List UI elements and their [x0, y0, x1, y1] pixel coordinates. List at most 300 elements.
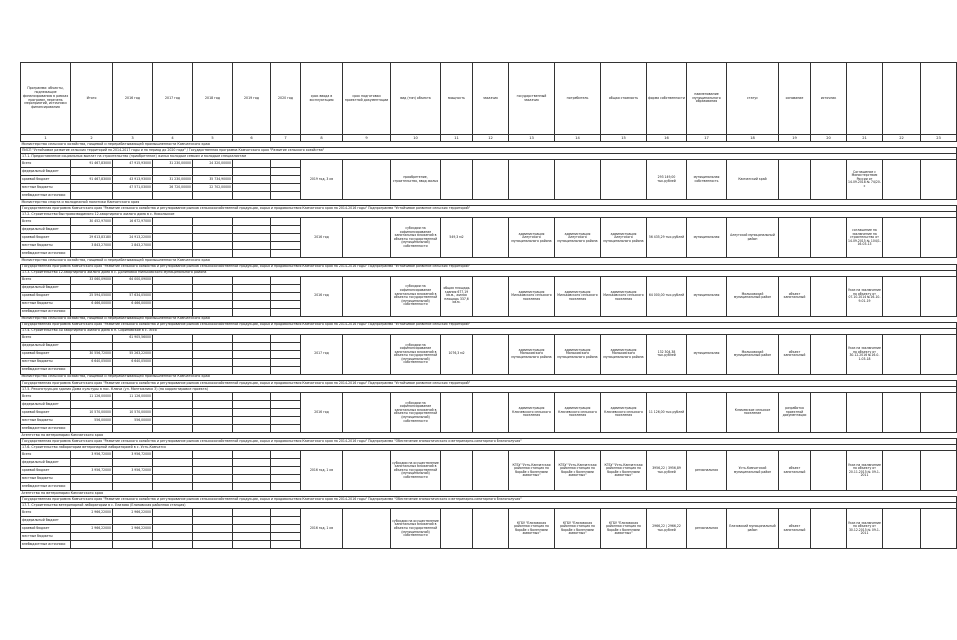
financing-value	[193, 525, 233, 533]
column-number-cell: 23	[921, 135, 957, 142]
financing-value	[233, 184, 271, 192]
object-gov-customer: администрация Мильковского муниципального района	[555, 334, 601, 374]
object-basis: Указ на заключение по объекту от 30.12.2016 №16-0-1-03-18	[847, 334, 883, 374]
financing-row	[21, 392, 957, 400]
financing-value	[153, 358, 193, 366]
empty-cell	[343, 451, 391, 491]
column-number-cell: 5	[193, 135, 233, 142]
financing-value	[233, 459, 271, 467]
financing-value	[233, 467, 271, 475]
empty-cell	[883, 451, 921, 491]
financing-value	[71, 517, 113, 525]
financing-value	[153, 168, 193, 176]
object-object-cost: 56 435,29 тыс.рублей	[647, 218, 687, 258]
program-title: ПИСП "Устойчивое развитие сельских территорий на 2014-2017 годы и на период до 2020 года" / Государственная программа Камчатского края "Развитие сельского хозяйства"	[21, 148, 957, 154]
financing-value	[193, 509, 233, 517]
object-municipality: Усть-Камчатский муниципальный район	[727, 451, 779, 491]
financing-value	[193, 242, 233, 250]
financing-value	[233, 416, 271, 424]
financing-value	[193, 459, 233, 467]
financing-value	[271, 467, 301, 475]
column-number-cell: 11	[441, 135, 473, 142]
financing-value	[153, 416, 193, 424]
financing-source-label: местные бюджеты	[21, 184, 71, 192]
object-object-cost: 3956,22 / 3956,89 тыс.рублей	[647, 451, 687, 491]
financing-value	[193, 342, 233, 350]
financing-row	[21, 218, 957, 226]
financing-value	[193, 416, 233, 424]
financing-value: 6 466,00000	[71, 300, 113, 308]
header-cell: срок подготовки проектной документации	[343, 63, 391, 135]
column-number-cell: 22	[883, 135, 921, 142]
object-owner	[687, 392, 727, 432]
financing-value	[271, 218, 301, 226]
financing-value	[233, 517, 271, 525]
financing-value: 556,00000	[113, 416, 153, 424]
empty-cell	[811, 509, 847, 549]
object-capacity: общая площадь здания 677,19 кв.м., жилая площадь 337,6 кв.м.	[441, 276, 473, 316]
object-customer: администрация Мильковского сельского поселения	[509, 276, 555, 316]
column-number-cell: 7	[271, 135, 301, 142]
financing-source-label: местные бюджеты	[21, 358, 71, 366]
financing-value: 30 556,72000	[71, 350, 113, 358]
financing-value	[71, 250, 113, 258]
column-number-cell: 6	[233, 135, 271, 142]
empty-cell	[343, 160, 391, 200]
financing-value	[113, 533, 153, 541]
financing-value	[113, 226, 153, 234]
financing-value: 10 570,00000	[71, 408, 113, 416]
financing-value	[233, 292, 271, 300]
financing-value	[233, 541, 271, 549]
financing-value: 30 452,97000	[71, 218, 113, 226]
object-owner: региональная	[687, 509, 727, 549]
object-owner: муниципальная	[687, 276, 727, 316]
financing-source-label: Всего	[21, 334, 71, 342]
financing-source-label: федеральный бюджет	[21, 226, 71, 234]
financing-value	[71, 541, 113, 549]
financing-value: 16 672,97000	[113, 218, 153, 226]
object-owner: муниципальная	[687, 218, 727, 258]
object-object-cost: 2966,22 / 2966,22 тыс.рублей	[647, 509, 687, 549]
object-municipality: Алеутский муниципальный район	[727, 218, 779, 258]
financing-value: 24 913,22000	[113, 234, 153, 242]
header-cell	[847, 63, 883, 135]
financing-value	[233, 475, 271, 483]
financing-value	[271, 276, 301, 284]
financing-value	[113, 284, 153, 292]
section-title: Министерство спорта и молодежной политики Камчатского края	[21, 200, 957, 206]
financing-value: 55 263,22000	[113, 350, 153, 358]
empty-cell	[473, 276, 509, 316]
financing-source-label: местные бюджеты	[21, 475, 71, 483]
financing-value	[71, 334, 113, 342]
object-consumer: администрация Алеутского муниципального района	[601, 218, 647, 258]
financing-value	[271, 176, 301, 184]
empty-cell	[473, 451, 509, 491]
financing-value	[233, 160, 271, 168]
column-number-cell: 12	[473, 135, 509, 142]
object-deadline: 2016 год	[301, 218, 343, 258]
financing-value: 2 966,22000	[113, 525, 153, 533]
financing-value: 31 230,00000	[153, 160, 193, 168]
empty-cell	[883, 334, 921, 374]
financing-source-label: Всего	[21, 276, 71, 284]
column-number-cell: 15	[601, 135, 647, 142]
empty-cell	[343, 218, 391, 258]
financing-source-label: Всего	[21, 160, 71, 168]
financing-value	[193, 226, 233, 234]
financing-value: 22 702,00000	[193, 184, 233, 192]
program-title: Государственная программа Камчатского края "Развитие сельского хозяйства и регулирование рынков сельскохозяйственной продукции, сырья и продовольствия Камчатского края на 2014-2016 годы" Подпрограмма "Устойчивое развитие сельских территорий"	[21, 380, 957, 386]
financing-source-label: краевой бюджет	[21, 234, 71, 242]
financing-source-label: федеральный бюджет	[21, 342, 71, 350]
financing-value	[153, 292, 193, 300]
financing-value	[193, 218, 233, 226]
header-cell: статус	[727, 63, 779, 135]
financing-source-label: краевой бюджет	[21, 525, 71, 533]
financing-value	[193, 334, 233, 342]
financing-value	[71, 366, 113, 374]
financing-source-label: местные бюджеты	[21, 416, 71, 424]
financing-value	[153, 226, 193, 234]
financing-value	[71, 226, 113, 234]
object-deadline: 2016 год, 1 кв	[301, 451, 343, 491]
object-capacity	[441, 392, 473, 432]
financing-value	[271, 242, 301, 250]
financing-value	[271, 366, 301, 374]
program-title: Государственная программа Камчатского края "Развитие сельского хозяйства и регулирование рынков сельскохозяйственной продукции, сырья и продовольствия Камчатского края на 2014-2016 годы" Подпрограмма "Устойчивое развитие сельских территорий"	[21, 322, 957, 328]
header-cell: заказчик	[473, 63, 509, 135]
financing-value	[233, 234, 271, 242]
header-cell: 2018 год	[193, 63, 233, 135]
investment-objects-table	[20, 62, 957, 549]
object-kind: субсидии на софинансирование капитальных вложений в объекты государственной (муниципальной) собственности	[391, 276, 441, 316]
column-number-cell: 21	[847, 135, 883, 142]
header-cell: источник	[811, 63, 847, 135]
object-owner: региональная	[687, 451, 727, 491]
header-cell: 2019 год	[233, 63, 271, 135]
financing-value	[153, 525, 193, 533]
financing-value	[193, 533, 233, 541]
financing-value: 64 000,09000	[113, 276, 153, 284]
financing-value	[153, 467, 193, 475]
empty-cell	[921, 160, 957, 200]
object-consumer	[601, 160, 647, 200]
object-basis: Указ на заключение по объекту от 20.11.2015 № 09-1-2011	[847, 451, 883, 491]
financing-value	[271, 284, 301, 292]
financing-value	[271, 308, 301, 316]
program-title: Государственная программа Камчатского края "Развитие сельского хозяйства и регулирование рынков сельскохозяйственной продукции, сырья и продовольствия Камчатского края на 2014-2016 годы" Подпрограмма "Обеспечение эпизоотического и ветеринарно-санитарного благополучия"	[21, 497, 957, 503]
header-cell: основание	[779, 63, 811, 135]
financing-value	[153, 451, 193, 459]
empty-cell	[921, 451, 957, 491]
financing-value	[271, 350, 301, 358]
column-number-cell: 13	[509, 135, 555, 142]
column-number-cell: 9	[343, 135, 391, 142]
financing-value	[153, 366, 193, 374]
financing-value	[193, 483, 233, 491]
financing-value	[233, 451, 271, 459]
object-deadline: 2016 год	[301, 392, 343, 432]
object-municipality: Мильковский муниципальный район	[727, 334, 779, 374]
financing-value	[271, 234, 301, 242]
financing-value: 31 230,00000	[153, 176, 193, 184]
column-number-cell: 2	[71, 135, 113, 142]
object-deadline: 2017 год	[301, 334, 343, 374]
empty-cell	[883, 509, 921, 549]
financing-value	[153, 234, 193, 242]
column-number-cell: 19	[779, 135, 811, 142]
financing-value	[153, 541, 193, 549]
financing-value: 6 640,05000	[71, 358, 113, 366]
financing-value	[233, 308, 271, 316]
financing-value: 6 466,00000	[113, 300, 153, 308]
financing-value	[153, 424, 193, 432]
financing-value	[233, 334, 271, 342]
object-consumer: КГБУ "Усть-Камчатская районная станция по борьбе с болезнями животных"	[601, 451, 647, 491]
object-title: 17.4. Строительство 40 квартирного жилого дома в п. Сириновское в с. Эссо	[21, 328, 957, 334]
empty-cell	[883, 276, 921, 316]
financing-value	[271, 451, 301, 459]
financing-value	[153, 250, 193, 258]
financing-value	[153, 242, 193, 250]
financing-value	[193, 234, 233, 242]
header-row	[21, 63, 957, 135]
header-cell: государственный заказчик	[509, 63, 555, 135]
empty-cell	[883, 160, 921, 200]
empty-cell	[883, 392, 921, 432]
financing-value	[153, 350, 193, 358]
financing-source-label: внебюджетные источники	[21, 308, 71, 316]
object-customer: КГБУ "Усть-Камчатская районная станция по борьбе с болезнями животных"	[509, 451, 555, 491]
financing-source-label: федеральный бюджет	[21, 400, 71, 408]
financing-value: 91 467,83000	[71, 176, 113, 184]
financing-source-label: краевой бюджет	[21, 292, 71, 300]
financing-source-label: внебюджетные источники	[21, 366, 71, 374]
object-gov-customer: КГБУ "Елизовская районная станция по борьбе с болезнями животных"	[555, 509, 601, 549]
object-basis: Указ на заключение по объекту от 30.12.2015 № 09-1-2011	[847, 509, 883, 549]
financing-value: 10 570,00000	[113, 408, 153, 416]
financing-value	[71, 184, 113, 192]
financing-row	[21, 160, 957, 168]
column-number-cell: 20	[811, 135, 847, 142]
financing-value	[233, 350, 271, 358]
column-number-cell: 8	[301, 135, 343, 142]
object-kind: субсидии на софинансирование капитальных вложений в объекты государственной (муниципальной) собственности	[391, 218, 441, 258]
financing-value	[233, 525, 271, 533]
financing-value	[153, 276, 193, 284]
financing-value	[153, 342, 193, 350]
financing-value	[193, 541, 233, 549]
financing-value	[71, 308, 113, 316]
object-municipality: Ключевское сельское поселение	[727, 392, 779, 432]
object-customer: администрация Ключевского сельского поселения	[509, 392, 555, 432]
financing-value	[193, 424, 233, 432]
program-title: Государственная программа Камчатского края "Развитие сельского хозяйства и регулирование рынков сельскохозяйственной продукции, сырья и продовольствия Камчатского края на 2014-2016 годы" Подпрограмма "Обеспечение эпизоотического и ветеринарно-санитарного благополучия"	[21, 439, 957, 445]
object-object-cost: 64 000,00 тыс.рублей	[647, 276, 687, 316]
object-deadline: 2016 год	[301, 276, 343, 316]
object-consumer: администрация Ключевского сельского поселения	[601, 392, 647, 432]
financing-value: 47 915,93000	[113, 160, 153, 168]
column-number-cell: 3	[113, 135, 153, 142]
column-number-cell: 10	[391, 135, 441, 142]
financing-value	[193, 392, 233, 400]
header-cell: вид (тип) объекта	[391, 63, 441, 135]
financing-row	[21, 276, 957, 284]
section-title: Агентство по ветеринарии Камчатского края	[21, 491, 957, 497]
header-cell: форма собственности	[647, 63, 687, 135]
financing-value: 47 571,03000	[113, 184, 153, 192]
object-gov-customer: КГБУ "Усть-Камчатская районная станция по борьбе с болезнями животных"	[555, 451, 601, 491]
financing-value	[153, 300, 193, 308]
financing-value: 2 966,22000	[71, 525, 113, 533]
section-title: Министерство сельского хозяйства, пищевой и перерабатывающей промышленности Камчатского края	[21, 374, 957, 380]
financing-value	[113, 475, 153, 483]
financing-value: 33 060,09000	[71, 276, 113, 284]
financing-value	[233, 242, 271, 250]
empty-cell	[473, 509, 509, 549]
financing-value	[271, 533, 301, 541]
financing-value	[233, 218, 271, 226]
financing-value	[193, 408, 233, 416]
empty-cell	[921, 218, 957, 258]
object-owner: муниципальная собственность	[687, 160, 727, 200]
financing-value: 2 966,22000	[71, 509, 113, 517]
financing-source-label: внебюджетные источники	[21, 192, 71, 200]
financing-value	[71, 475, 113, 483]
header-cell: наименование муниципального образования	[687, 63, 727, 135]
financing-value	[113, 168, 153, 176]
financing-value	[71, 168, 113, 176]
object-status: объект капитальный	[779, 451, 811, 491]
financing-value: 35 734,90000	[193, 176, 233, 184]
empty-cell	[921, 392, 957, 432]
object-object-cost: 11 126,00 тыс.рублей	[647, 392, 687, 432]
financing-value	[71, 459, 113, 467]
financing-source-label: Всего	[21, 218, 71, 226]
financing-value: 25 594,05000	[71, 292, 113, 300]
object-basis	[847, 392, 883, 432]
financing-value	[193, 517, 233, 525]
header-cell: Программа: объекты, подлежащие финансированию в рамках программ, перечень мероприятий, источники финансирования	[21, 63, 71, 135]
financing-value	[113, 250, 153, 258]
object-status: объект капитальный	[779, 509, 811, 549]
financing-value	[233, 192, 271, 200]
empty-cell	[811, 451, 847, 491]
empty-cell	[811, 218, 847, 258]
financing-source-label: внебюджетные источники	[21, 541, 71, 549]
column-number-cell: 18	[727, 135, 779, 142]
financing-value: 3 956,72000	[113, 451, 153, 459]
financing-value	[233, 358, 271, 366]
header-cell: общая стоимость	[601, 63, 647, 135]
financing-value	[233, 400, 271, 408]
object-kind: субсидии на осуществление капитальных вложений в объекты государственной (муниципальной) собственности	[391, 451, 441, 491]
financing-source-label: федеральный бюджет	[21, 168, 71, 176]
section-title: Министерство сельского хозяйства, пищевой и перерабатывающей промышленности Камчатского края	[21, 258, 957, 264]
empty-cell	[883, 218, 921, 258]
financing-value	[233, 366, 271, 374]
financing-value	[193, 366, 233, 374]
financing-value: 57 634,05000	[113, 292, 153, 300]
financing-source-label: местные бюджеты	[21, 242, 71, 250]
object-municipality: Камчатский край	[727, 160, 779, 200]
section-title: Агентство по ветеринарии Камчатского края	[21, 432, 957, 438]
financing-value	[271, 250, 301, 258]
financing-value	[271, 160, 301, 168]
financing-value	[271, 168, 301, 176]
financing-value	[193, 400, 233, 408]
financing-value	[271, 483, 301, 491]
column-number-cell: 14	[555, 135, 601, 142]
financing-value	[233, 408, 271, 416]
financing-value	[271, 509, 301, 517]
object-basis: соглашение на заключение на строительство от 14.09.2015 № 104/1-16-03-13	[847, 218, 883, 258]
financing-source-label: федеральный бюджет	[21, 459, 71, 467]
financing-value: 61 905,56000	[113, 334, 153, 342]
financing-value: 24 320,00000	[193, 160, 233, 168]
financing-value	[153, 334, 193, 342]
financing-value	[113, 459, 153, 467]
financing-value: 3 843,27000	[71, 242, 113, 250]
object-consumer: администрация Мильковского муниципального района	[601, 334, 647, 374]
financing-value	[153, 400, 193, 408]
financing-value: 26 720,00000	[153, 184, 193, 192]
financing-value	[271, 517, 301, 525]
financing-value	[233, 392, 271, 400]
financing-value	[271, 292, 301, 300]
financing-value: 3 956,72000	[113, 467, 153, 475]
financing-value	[271, 416, 301, 424]
object-customer: КГБУ "Елизовская районная станция по борьбе с болезнями животных"	[509, 509, 555, 549]
object-gov-customer: администрация Мильковского сельского поселения	[555, 276, 601, 316]
financing-value	[113, 483, 153, 491]
object-title: 17.5. Реконструкция здания Дома культуры в пос. Ключи (ул. Монтажника 3) (по корректировке проекта)	[21, 386, 957, 392]
object-customer	[509, 160, 555, 200]
financing-value	[193, 292, 233, 300]
financing-value	[153, 475, 193, 483]
financing-value	[71, 483, 113, 491]
object-title: 17.6. Строительство лаборатории ветеринарной лабораторией в с. Усть-Камчатск	[21, 445, 957, 451]
financing-value: 3 956,72000	[71, 451, 113, 459]
column-number-cell: 1	[21, 135, 71, 142]
object-capacity	[441, 160, 473, 200]
header-cell	[921, 63, 957, 135]
empty-cell	[473, 334, 509, 374]
financing-value	[193, 284, 233, 292]
object-status: объект капитальный	[779, 334, 811, 374]
financing-row	[21, 509, 957, 517]
header-cell: срок ввода в эксплуатацию	[301, 63, 343, 135]
financing-value: 2 966,22000	[113, 509, 153, 517]
empty-cell	[921, 276, 957, 316]
object-kind: субсидии на осуществление капитальных вложений в объекты государственной (муниципальной) собственности	[391, 509, 441, 549]
empty-cell	[811, 392, 847, 432]
object-municipality: Елизовский муниципальный район	[727, 509, 779, 549]
financing-value: 2 843,27000	[113, 242, 153, 250]
financing-value	[233, 250, 271, 258]
financing-value	[153, 483, 193, 491]
financing-value: 43 913,93000	[113, 176, 153, 184]
object-title: 17.3. Строительство 12-квартирного жилого дома в с. Долиновка Мильковского муниципального района	[21, 270, 957, 276]
financing-value	[71, 284, 113, 292]
header-cell: мощность	[441, 63, 473, 135]
object-object-cost: 293 149,00 тыс.рублей	[647, 160, 687, 200]
financing-value	[271, 400, 301, 408]
financing-value	[113, 400, 153, 408]
financing-value	[271, 424, 301, 432]
